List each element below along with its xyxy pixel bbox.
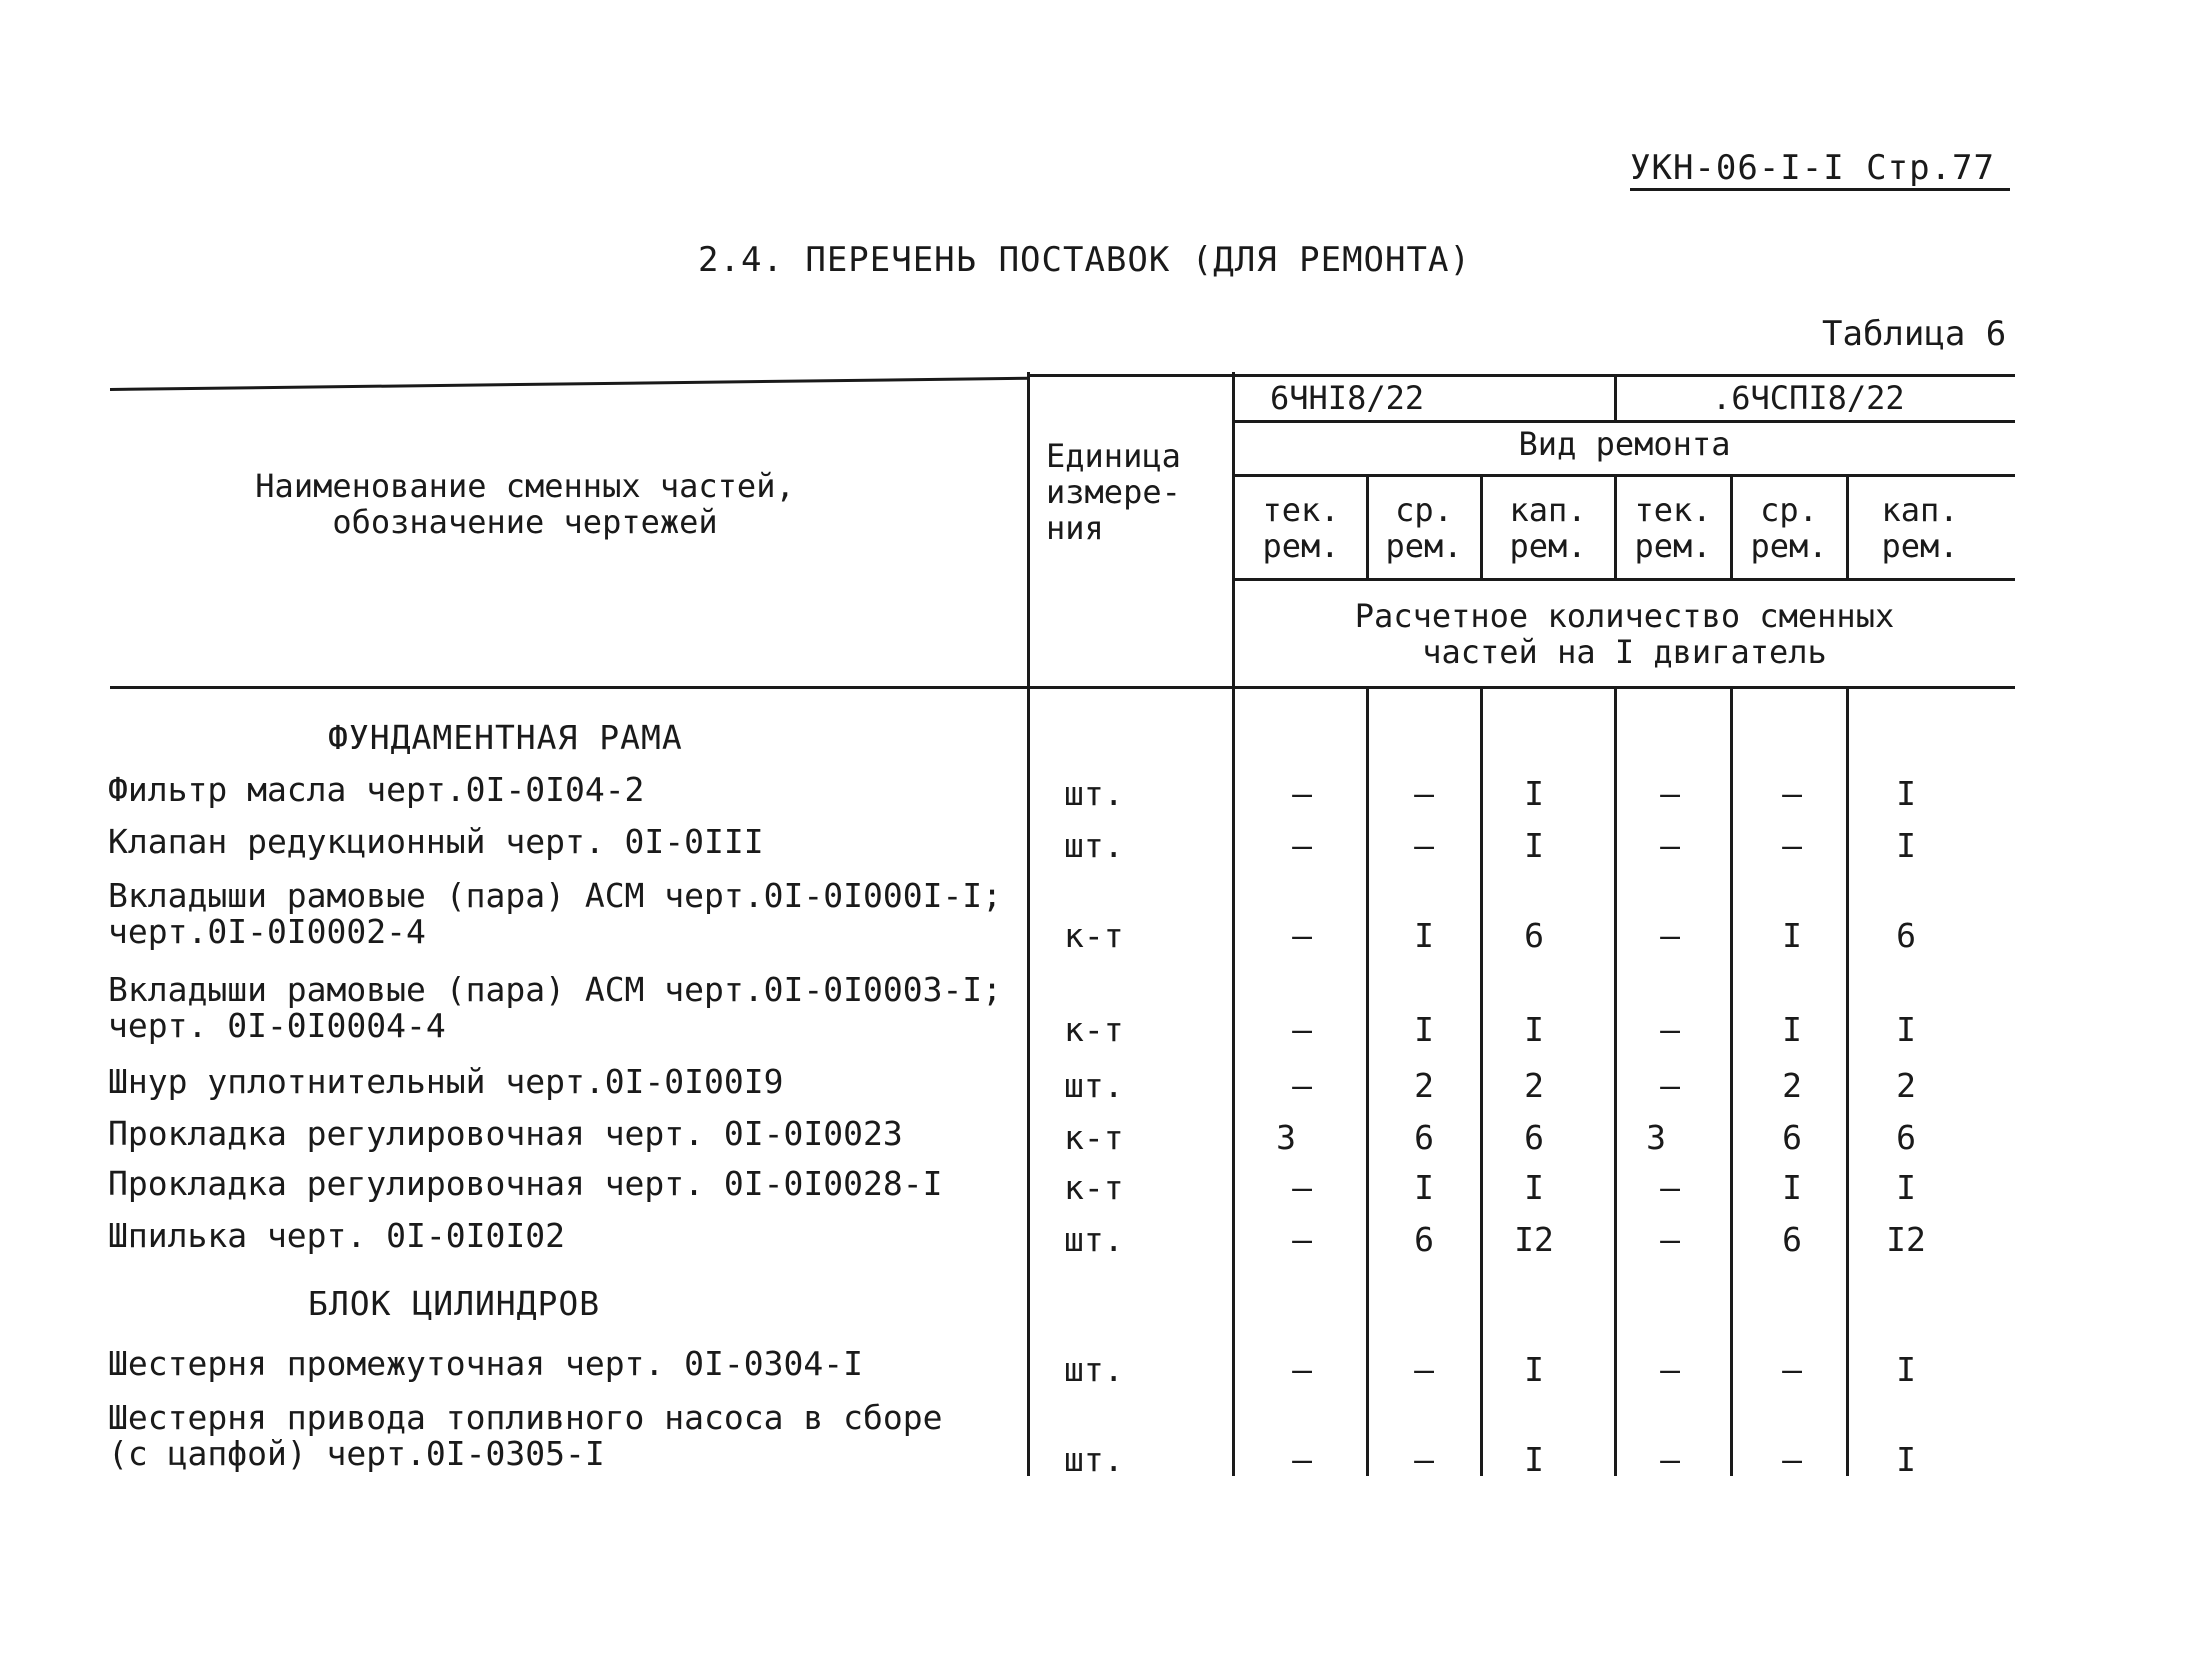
repair-type-4: тек. рем. [1634, 491, 1712, 565]
unit-data-divider [1232, 372, 1235, 1476]
row-value: – [1660, 1350, 1680, 1389]
row-value: I [1896, 1440, 1916, 1479]
row-name: Клапан редукционный черт. 0I-0III [108, 822, 764, 861]
row-value: – [1292, 1168, 1312, 1207]
row-value: – [1660, 1066, 1680, 1105]
row-value: I [1524, 1010, 1544, 1049]
col-divider-3-body [1614, 688, 1617, 1476]
row-value: I [1896, 1350, 1916, 1389]
col-divider-2 [1480, 476, 1483, 580]
row-value: I [1414, 1010, 1434, 1049]
col-divider-1-body [1366, 688, 1369, 1476]
row-value: I [1414, 1168, 1434, 1207]
row-name: Шнур уплотнительный черт.0I-0I00I9 [108, 1062, 784, 1101]
repair-type-rule [1234, 578, 2015, 581]
row-value: I [1896, 1010, 1916, 1049]
row-value: I [1414, 916, 1434, 955]
row-value: I [1524, 1350, 1544, 1389]
row-value: – [1292, 1440, 1312, 1479]
repair-type-2: ср. рем. [1385, 491, 1463, 565]
row-value: I [1524, 1168, 1544, 1207]
row-value: – [1292, 1010, 1312, 1049]
row-value: – [1660, 1168, 1680, 1207]
col-divider-5 [1846, 476, 1849, 580]
row-value: – [1292, 1220, 1312, 1259]
row-unit: шт. [1064, 1440, 1124, 1479]
col-divider-4-body [1730, 688, 1733, 1476]
engine-divider [1614, 374, 1617, 422]
group-title-cylinder-block: БЛОК ЦИЛИНДРОВ [308, 1284, 601, 1323]
row-name: Вкладыши рамовые (пара) АСМ черт.0I-0I0003-I; черт. 0I-0I0004-4 [108, 970, 1003, 1045]
row-value: 6 [1782, 1220, 1802, 1259]
row-unit: к-т [1064, 1118, 1124, 1157]
name-unit-divider [1027, 372, 1030, 1476]
row-name: Вкладыши рамовые (пара) АСМ черт.0I-0I000I-I; черт.0I-0I0002-4 [108, 876, 1003, 951]
row-name: Шестерня промежуточная черт. 0I-0304-I [108, 1344, 863, 1383]
row-name: Шестерня привода топливного насоса в сборе (с цапфой) черт.0I-0305-I [108, 1398, 943, 1473]
row-value: I [1524, 1440, 1544, 1479]
row-unit: к-т [1064, 916, 1124, 955]
quantity-header: Расчетное количество сменных частей на I двигатель [1354, 597, 1895, 671]
row-value: – [1414, 1440, 1434, 1479]
row-value: – [1660, 1010, 1680, 1049]
row-value: 2 [1524, 1066, 1544, 1105]
row-unit: шт. [1064, 1220, 1124, 1259]
engine-2-header: .6ЧСПI8/22 [1712, 379, 1905, 417]
col-divider-4 [1730, 476, 1733, 580]
row-value: – [1660, 1220, 1680, 1259]
row-value: – [1660, 774, 1680, 813]
repair-type-3: кап. рем. [1509, 491, 1587, 565]
row-value: – [1782, 1350, 1802, 1389]
row-name: Прокладка регулировочная черт. 0I-0I0023 [108, 1114, 903, 1153]
engine-1-header: 6ЧНI8/22 [1270, 379, 1425, 417]
col-divider-5-body [1846, 688, 1849, 1476]
row-unit: к-т [1064, 1168, 1124, 1207]
row-value: 6 [1524, 916, 1544, 955]
row-value: 3 [1646, 1118, 1666, 1157]
row-value: I2 [1514, 1220, 1554, 1259]
row-value: I [1896, 774, 1916, 813]
col-divider-1 [1366, 476, 1369, 580]
row-value: – [1782, 826, 1802, 865]
repair-type-5: ср. рем. [1750, 491, 1828, 565]
row-value: – [1292, 774, 1312, 813]
row-unit: шт. [1064, 1066, 1124, 1105]
row-value: – [1660, 916, 1680, 955]
row-value: I [1896, 1168, 1916, 1207]
row-value: I [1782, 916, 1802, 955]
row-value: I [1782, 1168, 1802, 1207]
row-value: 6 [1524, 1118, 1544, 1157]
row-value: – [1414, 1350, 1434, 1389]
table-top-rule-left [110, 377, 1030, 391]
row-unit: к-т [1064, 1010, 1124, 1049]
row-value: 2 [1414, 1066, 1434, 1105]
section-title: 2.4. ПЕРЕЧЕНЬ ПОСТАВОК (ДЛЯ РЕМОНТА) [698, 240, 1471, 280]
row-value: 6 [1896, 916, 1916, 955]
row-value: I [1896, 826, 1916, 865]
row-value: 3 [1276, 1118, 1296, 1157]
table-top-rule-right [1030, 374, 2015, 377]
row-value: – [1292, 826, 1312, 865]
row-value: 6 [1414, 1118, 1434, 1157]
row-value: – [1292, 1350, 1312, 1389]
row-value: I2 [1886, 1220, 1926, 1259]
document-reference-underline [1630, 188, 2010, 191]
row-unit: шт. [1064, 774, 1124, 813]
col-divider-3 [1614, 476, 1617, 580]
row-value: – [1660, 826, 1680, 865]
row-unit: шт. [1064, 1350, 1124, 1389]
row-value: – [1660, 1440, 1680, 1479]
row-name: Фильтр масла черт.0I-0I04-2 [108, 770, 645, 809]
unit-column-header: Единица измере- ния [1046, 437, 1181, 547]
engine-row-rule [1234, 420, 2015, 423]
row-value: 2 [1782, 1066, 1802, 1105]
row-unit: шт. [1064, 826, 1124, 865]
table-label: Таблица 6 [1822, 314, 2007, 354]
row-name: Прокладка регулировочная черт. 0I-0I0028-I [108, 1164, 943, 1203]
row-value: 6 [1782, 1118, 1802, 1157]
col-divider-2-body [1480, 688, 1483, 1476]
row-value: I [1524, 826, 1544, 865]
row-value: – [1782, 1440, 1802, 1479]
document-reference: УКН-06-I-I Стр.77 [1630, 148, 1995, 188]
repair-type-1: тек. рем. [1262, 491, 1340, 565]
row-value: – [1292, 1066, 1312, 1105]
row-value: – [1414, 826, 1434, 865]
row-name: Шпилька черт. 0I-0I0I02 [108, 1216, 565, 1255]
row-value: 2 [1896, 1066, 1916, 1105]
row-value: 6 [1414, 1220, 1434, 1259]
row-value: I [1782, 1010, 1802, 1049]
repair-type-6: кап. рем. [1881, 491, 1959, 565]
row-value: I [1524, 774, 1544, 813]
row-value: 6 [1896, 1118, 1916, 1157]
name-column-header: Наименование сменных частей, обозначение чертежей [255, 467, 795, 541]
repair-kind-header: Вид ремонта [1518, 425, 1731, 463]
group-title-foundation-frame: ФУНДАМЕНТНАЯ РАМА [328, 718, 683, 757]
row-value: – [1414, 774, 1434, 813]
row-value: – [1782, 774, 1802, 813]
row-value: – [1292, 916, 1312, 955]
repair-kind-rule [1234, 474, 2015, 477]
